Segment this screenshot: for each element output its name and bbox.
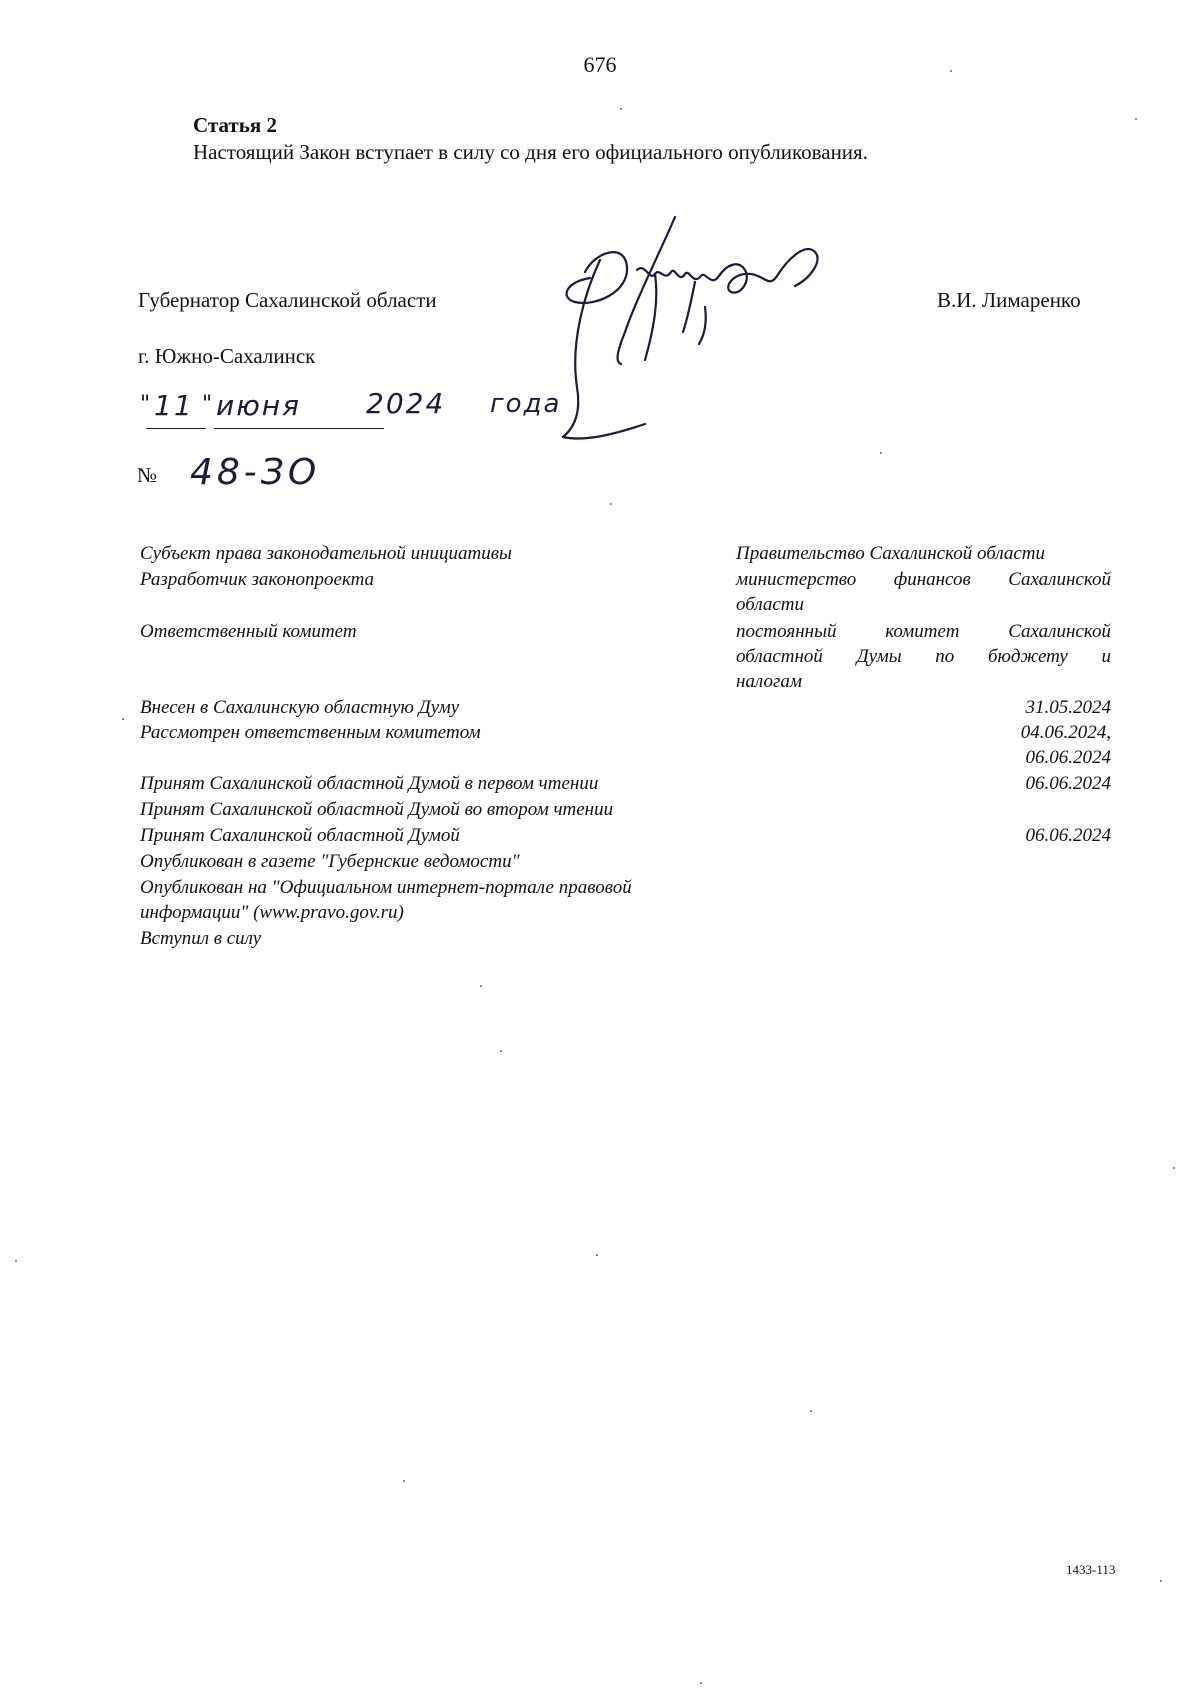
scan-speck xyxy=(480,985,482,987)
initiative-value: Правительство Сахалинской области xyxy=(736,543,1046,564)
scan-speck xyxy=(596,1254,598,1256)
close-quote-mark: " xyxy=(202,392,213,417)
article-text: Настоящий Закон вступает в силу со дня его официального опубликования. xyxy=(193,140,868,164)
page-number: 676 xyxy=(583,52,617,77)
handwritten-date-word: года xyxy=(490,389,562,419)
date-month-underline xyxy=(214,428,384,429)
scan-speck xyxy=(1173,1167,1175,1169)
submitted-date: 31.05.2024 xyxy=(1025,697,1111,718)
handwritten-date-day: 11 xyxy=(154,389,194,422)
scan-speck xyxy=(880,452,882,454)
first-reading-label: Принят Сахалинской областной Думой в первом чтении xyxy=(140,773,599,794)
scan-speck xyxy=(403,1480,405,1482)
adopted-date: 06.06.2024 xyxy=(1025,825,1111,846)
published-newspaper-label: Опубликован в газете "Губернские ведомости" xyxy=(140,851,520,872)
scan-speck xyxy=(950,70,952,72)
reviewed-label: Рассмотрен ответственным комитетом xyxy=(140,722,481,743)
scan-speck xyxy=(15,1260,17,1262)
initiative-label: Субъект права законодательной инициативы xyxy=(140,543,512,564)
governor-signature xyxy=(555,212,875,452)
open-quote-mark: " xyxy=(140,392,151,417)
handwritten-date-year: 2024 xyxy=(366,387,446,420)
published-portal-label-line-2: информации" (www.pravo.gov.ru) xyxy=(140,902,404,923)
committee-value-line-2: областной Думы по бюджету и xyxy=(736,646,1111,667)
place: г. Южно-Сахалинск xyxy=(138,344,316,368)
handwritten-date-month: июня xyxy=(216,389,301,422)
scan-speck xyxy=(122,718,124,720)
developer-label: Разработчик законопроекта xyxy=(140,569,375,590)
handwritten-law-number: 48-ЗО xyxy=(190,452,321,493)
scan-speck xyxy=(700,1682,702,1684)
first-reading-date: 06.06.2024 xyxy=(1025,773,1111,794)
committee-label: Ответственный комитет xyxy=(140,621,357,642)
governor-name: В.И. Лимаренко xyxy=(937,288,1081,312)
date-day-underline xyxy=(146,428,206,429)
footer-code: 1433-113 xyxy=(1066,1562,1116,1577)
governor-title: Губернатор Сахалинской области xyxy=(138,288,437,312)
reviewed-date-1: 04.06.2024, xyxy=(1020,722,1111,743)
scan-speck xyxy=(610,503,612,505)
scan-speck xyxy=(810,1410,812,1412)
scan-speck xyxy=(500,1050,502,1052)
committee-value-line-1: постоянный комитет Сахалинской xyxy=(736,621,1111,642)
submitted-label: Внесен в Сахалинскую областную Думу xyxy=(140,697,460,718)
second-reading-label: Принят Сахалинской областной Думой во втором чтении xyxy=(140,799,614,820)
in-force-label: Вступил в силу xyxy=(140,928,262,949)
committee-value-line-3: налогам xyxy=(736,671,802,692)
developer-value-line-2: области xyxy=(736,594,805,615)
published-portal-label-line-1: Опубликован на "Официальном интернет-портале правовой xyxy=(140,877,632,898)
number-sign: № xyxy=(137,463,158,487)
scan-speck xyxy=(620,108,622,110)
article-heading: Статья 2 xyxy=(193,113,277,137)
adopted-label: Принят Сахалинской областной Думой xyxy=(140,825,460,846)
scan-speck xyxy=(1135,118,1137,120)
developer-value-line-1: министерство финансов Сахалинской xyxy=(736,569,1111,590)
scan-speck xyxy=(1160,1580,1162,1582)
reviewed-date-2: 06.06.2024 xyxy=(1025,747,1111,768)
